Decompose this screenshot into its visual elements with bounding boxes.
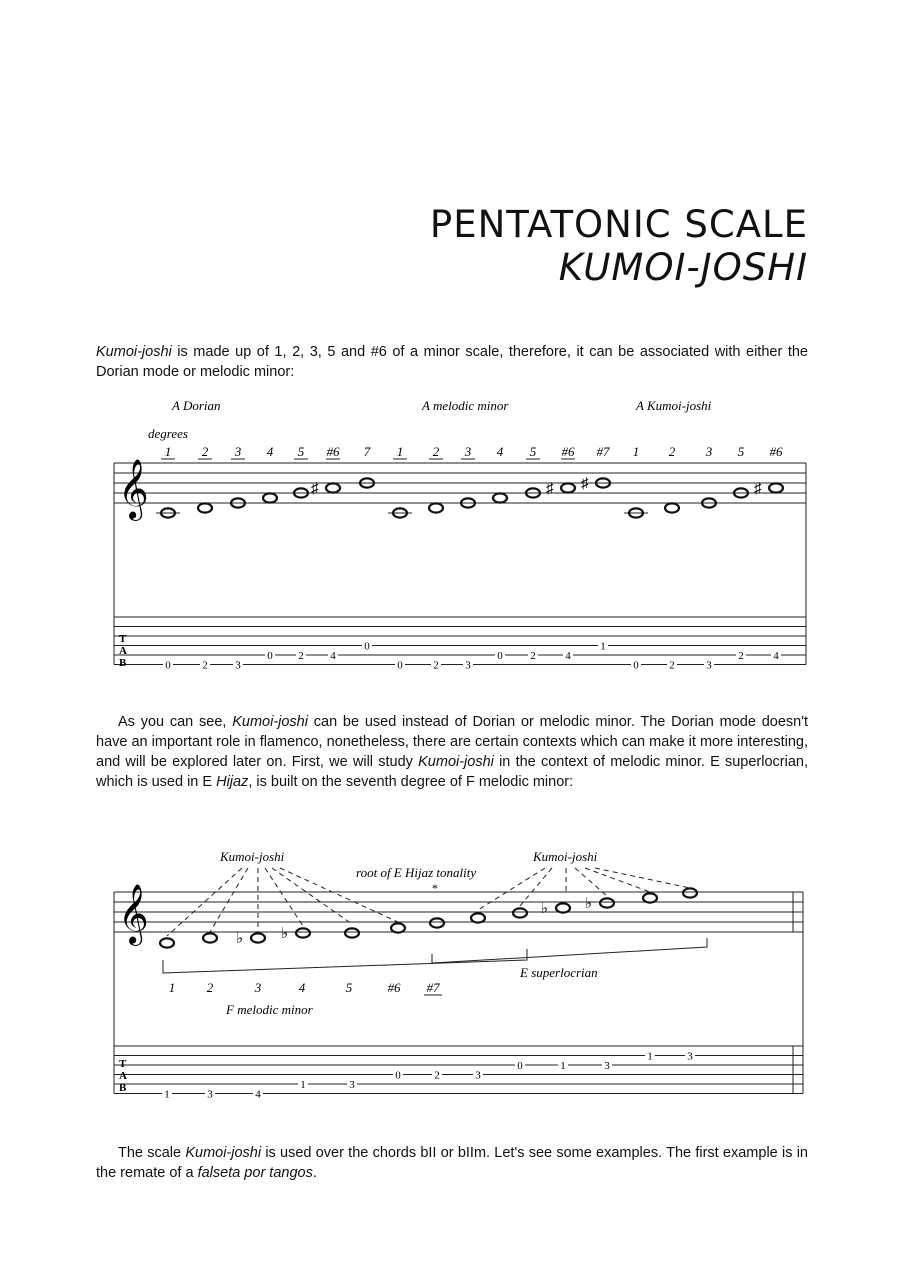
degree-label: 5 [529, 444, 537, 459]
tab-fret-number: 0 [165, 659, 171, 672]
tab-fret-number: 1 [647, 1050, 653, 1063]
para2-term-2: Kumoi-joshi [418, 754, 494, 770]
whole-note [391, 923, 405, 932]
degree-label: 1 [632, 444, 640, 459]
whole-note [769, 483, 783, 492]
tab-fret-number: 4 [330, 650, 336, 662]
page-title: PENTATONIC SCALE [429, 203, 808, 246]
degree-label: 4 [266, 444, 274, 459]
tab-fret-number: 4 [565, 650, 571, 662]
degree-label: #6 [561, 444, 575, 459]
para2-text-4: , is built on the seventh degree of F melodic minor: [248, 774, 574, 790]
whole-note [513, 908, 527, 917]
tab-fret-number: 1 [560, 1060, 566, 1072]
intro-text: is made up of 1, 2, 3, 5 and #6 of a minor scale, therefore, it can be associated with either the Dorian mode or melodic minor: [96, 344, 808, 380]
whole-note [326, 483, 340, 492]
tab-letter-t: T [119, 633, 127, 645]
tab-letter-a: A [119, 1070, 127, 1082]
accidental-sharp: ♯ [754, 481, 762, 497]
para2-text-2: can be used instead of Dorian or melodic minor. The Dorian mode doesn't have an important role in flamenco, nonetheless, there are certain contexts which can make it more interesting, and will be explored later on. First, we will study [96, 714, 808, 770]
label-f-melodic-minor: F melodic minor [226, 1002, 313, 1017]
degree-label: 2 [432, 444, 440, 459]
tab-letter-b: B [119, 1082, 127, 1094]
accidental-flat: ♭ [236, 931, 244, 947]
accidental-flat: ♭ [585, 896, 593, 912]
intro-paragraph [96, 342, 808, 382]
tab-letter-a: A [119, 645, 127, 657]
label-e-superlocrian: E superlocrian [520, 965, 598, 980]
para3-text-3: . [312, 1165, 317, 1181]
whole-note [683, 888, 697, 897]
example1-notation [0, 380, 900, 700]
degree-label: 4 [496, 444, 504, 459]
whole-note [429, 503, 443, 512]
whole-note [600, 898, 614, 907]
tab-fret-number: 2 [738, 650, 744, 662]
tab-fret-number: 0 [633, 659, 639, 672]
whole-note [471, 913, 485, 922]
degree-label: 4 [298, 980, 306, 995]
tab-fret-number: 1 [164, 1088, 170, 1101]
degree-label: 2 [668, 444, 676, 459]
para3-term-1: Kumoi-joshi [185, 1145, 262, 1161]
degree-label: 1 [396, 444, 404, 459]
accidental-sharp: ♯ [311, 481, 319, 497]
treble-clef-icon: 𝄞 [118, 886, 149, 943]
tab-fret-number: 2 [530, 650, 536, 662]
whole-note [198, 503, 212, 512]
tab-fret-number: 3 [475, 1069, 481, 1082]
para2-text-3: in the context of melodic minor. E superlocrian, which is used in E [96, 754, 808, 790]
tab-fret-number: 2 [433, 659, 439, 672]
accidental-flat: ♭ [541, 901, 549, 917]
degree-label: 1 [168, 980, 176, 995]
degree-label: #6 [326, 444, 340, 459]
degree-label: 7 [363, 444, 371, 459]
para3-text-1: The scale [118, 1145, 186, 1161]
whole-note [263, 493, 277, 502]
whole-note [296, 928, 310, 937]
guide-line [595, 868, 690, 888]
para2-text-1: As you can see, [118, 714, 233, 730]
tab-fret-number: 0 [497, 650, 503, 662]
label-a-dorian: A Dorian [172, 398, 221, 413]
context-paragraph [96, 712, 808, 792]
label-a-melodic-minor: A melodic minor [422, 398, 509, 413]
whole-note [251, 933, 265, 942]
degree-label: 5 [345, 980, 353, 995]
tab-fret-number: 1 [300, 1079, 306, 1091]
whole-note [665, 503, 679, 512]
page-subtitle: KUMOI-JOSHI [558, 246, 808, 289]
degree-label: #6 [769, 444, 783, 459]
tab-fret-number: 0 [397, 659, 403, 672]
degree-label: 3 [254, 980, 262, 995]
tab-fret-number: 3 [604, 1060, 610, 1072]
example2-notation [0, 840, 900, 1130]
tab-fret-number: 4 [773, 650, 779, 662]
tab-fret-number: 2 [202, 659, 208, 672]
tab-fret-number: 0 [395, 1069, 401, 1082]
whole-note [561, 483, 575, 492]
tab-fret-number: 2 [434, 1069, 440, 1082]
tab-fret-number: 1 [600, 640, 606, 653]
degree-label: 2 [206, 980, 214, 995]
tab-fret-number: 3 [465, 659, 471, 672]
tab-fret-number: 3 [706, 659, 712, 672]
whole-note [643, 893, 657, 902]
accidental-flat: ♭ [281, 926, 289, 942]
whole-note [345, 928, 359, 937]
tab-fret-number: 0 [364, 640, 370, 653]
label-kumoi-joshi-left: Kumoi-joshi [220, 849, 285, 864]
label-root-e-hijaz: root of E Hijaz tonality [356, 865, 477, 880]
whole-note [430, 918, 444, 927]
tab-fret-number: 0 [267, 650, 273, 662]
tab-fret-number: 2 [298, 650, 304, 662]
tab-fret-number: 2 [669, 659, 675, 672]
whole-note [556, 903, 570, 912]
tab-fret-number: 4 [255, 1088, 261, 1101]
tab-fret-number: 3 [349, 1079, 355, 1091]
para2-term-3: Hijaz [216, 774, 249, 790]
closing-paragraph [96, 1143, 808, 1183]
degree-label: 3 [464, 444, 472, 459]
accidental-sharp: ♯ [546, 481, 554, 497]
para3-text-2: is used over the chords bII or bIIm. Let's see some examples. The first example is in the remate of a [96, 1145, 808, 1181]
accidental-sharp: ♯ [581, 476, 589, 492]
treble-clef-icon: 𝄞 [118, 461, 149, 518]
label-kumoi-joshi-right: Kumoi-joshi [533, 849, 598, 864]
degree-label: 5 [737, 444, 745, 459]
tab-letter-b: B [119, 657, 127, 669]
degree-label: 2 [201, 444, 209, 459]
degree-label: #7 [426, 980, 440, 995]
degree-label: 3 [705, 444, 713, 459]
bracket-e-superlocrian [432, 938, 707, 963]
guide-line [585, 868, 650, 892]
para2-term-1: Kumoi-joshi [232, 714, 308, 730]
label-degrees: degrees [148, 426, 188, 441]
guide-line [265, 868, 303, 926]
degree-label: 5 [297, 444, 305, 459]
label-a-kumoi-joshi: A Kumoi-joshi [636, 398, 712, 413]
tab-fret-number: 3 [687, 1050, 693, 1063]
whole-note [160, 938, 174, 947]
whole-note [203, 933, 217, 942]
degree-label: 1 [164, 444, 172, 459]
intro-term: Kumoi-joshi [96, 344, 172, 360]
tab-fret-number: 0 [517, 1060, 523, 1072]
degree-label: #6 [387, 980, 401, 995]
degree-label: #7 [596, 444, 610, 459]
tab-letter-t: T [119, 1058, 127, 1070]
root-asterisk: * [432, 881, 438, 895]
tab-fret-number: 3 [235, 659, 241, 672]
tab-fret-number: 3 [207, 1088, 213, 1101]
degree-label: 3 [234, 444, 242, 459]
whole-note [493, 493, 507, 502]
para3-term-2: falseta por tangos [197, 1165, 313, 1181]
